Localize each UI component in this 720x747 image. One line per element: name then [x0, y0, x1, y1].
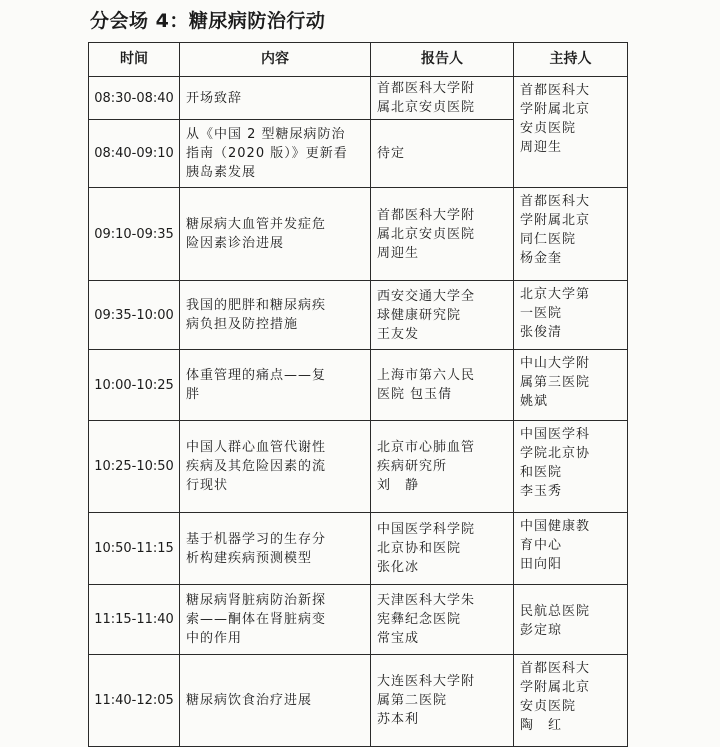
- speaker-line: 刘 静: [377, 478, 420, 493]
- content-line: 险因素诊治进展: [186, 236, 285, 251]
- time-cell: 10:25-10:50: [89, 421, 180, 513]
- host-line: 张俊清: [520, 325, 563, 340]
- host-line: 姚斌: [520, 394, 549, 409]
- speaker-line: 苏本利: [377, 712, 420, 727]
- speaker-line: 西安交通大学全: [377, 288, 476, 304]
- content-cell: [180, 655, 371, 747]
- header-speaker: 报告人: [371, 43, 514, 77]
- speaker-cell: [371, 77, 514, 120]
- host-line: 周迎生: [520, 140, 563, 155]
- time-cell: 11:40-12:05: [89, 655, 180, 747]
- table-row: [89, 281, 628, 350]
- header-content: 内容: [180, 43, 371, 77]
- content-line: 开场致辞: [186, 90, 243, 106]
- content-cell: [180, 350, 371, 421]
- host-cell: [514, 281, 628, 350]
- schedule-table: [88, 42, 628, 747]
- host-line: 彭定琼: [520, 623, 563, 638]
- speaker-line: 北京协和医院: [377, 541, 462, 556]
- speaker-cell: [371, 421, 514, 513]
- speaker-line: 疾病研究所: [377, 459, 448, 474]
- speaker-cell: [371, 350, 514, 421]
- host-line: 中国健康教: [520, 519, 591, 534]
- speaker-cell: [371, 513, 514, 585]
- header-host: 主持人: [514, 43, 628, 77]
- speaker-line: 上海市第六人民: [377, 368, 476, 383]
- table-row: [89, 513, 628, 585]
- speaker-line: 属北京安贞医院: [377, 100, 476, 115]
- host-line: 陶 红: [520, 718, 563, 733]
- speaker-line: 天津医科大学朱: [377, 593, 476, 608]
- speaker-line: 属第二医院: [377, 693, 448, 708]
- speaker-line: 首都医科大学附: [377, 81, 476, 96]
- time-cell: 09:35-10:00: [89, 281, 180, 350]
- speaker-line: 首都医科大学附: [377, 207, 476, 223]
- content-line: 索——酮体在肾脏病变: [186, 612, 327, 627]
- content-cell: [180, 513, 371, 585]
- speaker-line: 球健康研究院: [377, 307, 462, 323]
- host-line: 学院北京协: [520, 446, 591, 461]
- speaker-line: 北京市心肺血管: [377, 440, 476, 455]
- content-line: 中的作用: [186, 631, 243, 646]
- host-line: 安贞医院: [520, 699, 577, 714]
- content-cell: [180, 281, 371, 350]
- time-cell: 08:40-09:10: [89, 120, 180, 188]
- table-row: [89, 585, 628, 655]
- time-cell: 10:50-11:15: [89, 513, 180, 585]
- host-line: 首都医科大: [520, 83, 591, 98]
- content-line: 体重管理的痛点——复: [186, 368, 327, 383]
- content-line: 胖: [186, 387, 201, 402]
- speaker-line: 待定: [377, 146, 406, 161]
- host-line: 属第三医院: [520, 375, 591, 390]
- time-cell: 11:15-11:40: [89, 585, 180, 655]
- host-line: 和医院: [520, 465, 563, 480]
- table-row: [89, 188, 628, 281]
- content-line: 行现状: [186, 478, 229, 493]
- host-line: 民航总医院: [520, 604, 591, 619]
- host-line: 北京大学第: [520, 287, 591, 302]
- speaker-cell: [371, 188, 514, 281]
- host-line: 学附属北京: [520, 680, 591, 695]
- host-line: 首都医科大: [520, 194, 591, 209]
- content-line: 糖尿病饮食治疗进展: [186, 693, 313, 708]
- content-line: 糖尿病肾脏病防治新探: [186, 593, 327, 608]
- host-cell: [514, 188, 628, 281]
- speaker-line: 宪彝纪念医院: [377, 612, 462, 627]
- speaker-line: 中国医学科学院: [377, 522, 476, 537]
- host-line: 安贞医院: [520, 121, 577, 136]
- content-cell: [180, 77, 371, 120]
- content-line: 胰岛素发展: [186, 165, 257, 180]
- host-line: 中山大学附: [520, 356, 591, 371]
- host-line: 学附属北京: [520, 102, 591, 117]
- table-row: [89, 350, 628, 421]
- host-cell: [514, 655, 628, 747]
- content-line: 析构建疾病预测模型: [186, 550, 313, 566]
- host-cell: [514, 513, 628, 585]
- host-line: 同仁医院: [520, 232, 577, 247]
- host-line: 学附属北京: [520, 213, 591, 228]
- time-cell: 08:30-08:40: [89, 77, 180, 120]
- content-line: 我国的肥胖和糖尿病疾: [186, 298, 327, 313]
- host-line: 中国医学科: [520, 427, 591, 442]
- host-line: 杨金奎: [520, 251, 563, 266]
- content-line: 从《中国 2 型糖尿病防治: [186, 127, 346, 142]
- header-time: 时间: [89, 43, 180, 77]
- speaker-line: 常宝成: [377, 631, 420, 646]
- content-cell: [180, 421, 371, 513]
- host-cell: [514, 350, 628, 421]
- content-cell: [180, 188, 371, 281]
- speaker-line: 医院 包玉倩: [377, 387, 453, 402]
- speaker-line: 属北京安贞医院: [377, 226, 476, 242]
- table-row: [89, 655, 628, 747]
- table-row: [89, 77, 628, 120]
- host-cell: [514, 77, 628, 188]
- host-cell: [514, 585, 628, 655]
- time-cell: 10:00-10:25: [89, 350, 180, 421]
- content-line: 基于机器学习的生存分: [186, 531, 327, 547]
- host-cell: [514, 421, 628, 513]
- table-row: [89, 421, 628, 513]
- content-line: 糖尿病大血管并发症危: [186, 217, 327, 232]
- page-title: 分会场 4：糖尿病防治行动: [90, 10, 326, 32]
- speaker-cell: [371, 655, 514, 747]
- speaker-cell: [371, 585, 514, 655]
- host-line: 李玉秀: [520, 484, 563, 499]
- speaker-cell: [371, 281, 514, 350]
- speaker-cell: [371, 120, 514, 188]
- content-line: 疾病及其危险因素的流: [186, 459, 327, 474]
- host-line: 育中心: [520, 538, 563, 553]
- host-line: 首都医科大: [520, 661, 591, 676]
- content-line: 指南（2020 版）》更新看: [186, 146, 348, 161]
- speaker-line: 王友发: [377, 326, 420, 342]
- host-line: 田向阳: [520, 557, 563, 572]
- content-cell: [180, 120, 371, 188]
- content-line: 中国人群心血管代谢性: [186, 440, 327, 455]
- content-line: 病负担及防控措施: [186, 317, 299, 332]
- speaker-line: 张化冰: [377, 560, 420, 575]
- speaker-line: 周迎生: [377, 245, 420, 261]
- time-cell: 09:10-09:35: [89, 188, 180, 281]
- header-row: [89, 43, 628, 77]
- speaker-line: 大连医科大学附: [377, 674, 476, 689]
- host-line: 一医院: [520, 306, 563, 321]
- content-cell: [180, 585, 371, 655]
